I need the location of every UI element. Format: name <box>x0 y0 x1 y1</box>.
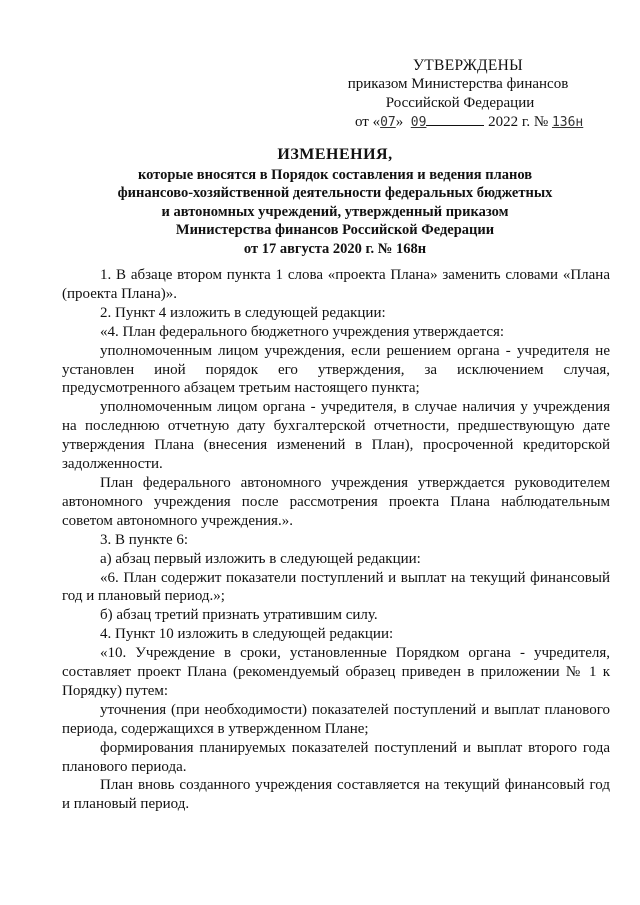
title-line: финансово-хозяйственной деятельности федеральных бюджетных <box>117 185 553 202</box>
paragraph: План федерального автономного учреждения утверждается руководителем автономного учреждения после рассмотрения проекта Плана наблюдательным советом автономного учреждения.». <box>62 474 610 529</box>
date-prefix: от « <box>355 114 381 130</box>
year-text: 2022 г. № <box>488 114 549 130</box>
date-mid: » <box>395 114 404 130</box>
approval-heading: УТВЕРЖДЕНЫ <box>413 57 523 74</box>
paragraph: 3. В пункте 6: <box>100 531 189 548</box>
handwritten-day: 07 <box>380 115 396 130</box>
paragraph: б) абзац третий признать утратившим силу. <box>100 607 378 624</box>
document-title <box>60 146 610 259</box>
paragraph: а) абзац первый изложить в следующей редакции: <box>100 550 421 567</box>
title-line: и автономных учреждений, утвержденный приказом <box>161 203 509 220</box>
paragraph: уточнения (при необходимости) показателей поступлений и выплат планового периода, содержащихся в утвержденном Плане; <box>62 701 610 737</box>
approval-line-1: приказом Министерства финансов <box>347 76 569 92</box>
approval-date-line <box>300 113 600 132</box>
paragraph: «6. План содержит показатели поступлений и выплат на текущий финансовый год и плановый период.»; <box>62 569 610 605</box>
paragraph: «4. План федерального бюджетного учреждения утверждается: <box>100 323 505 340</box>
paragraph: План вновь созданного учреждения составляется на текущий финансовый год и плановый период. <box>62 777 610 813</box>
title-line: от 17 августа 2020 г. № 168н <box>243 240 427 257</box>
approval-line-2: Российской Федерации <box>385 95 535 111</box>
title-heading: ИЗМЕНЕНИЯ, <box>277 146 393 163</box>
handwritten-order-number: 136н <box>551 115 584 130</box>
title-line: которые вносятся в Порядок составления и ведения планов <box>137 166 533 183</box>
handwritten-month: 09 <box>410 115 427 130</box>
paragraph: 1. В абзаце втором пункта 1 слова «проекта Плана» заменить словами «Плана (проекта Плана)». <box>62 267 610 302</box>
paragraph: уполномоченным лицом органа - учредителя, в случае наличия у учреждения на последнюю отчетную дату бухгалтерской отчетности, предшествующую дате утверждения Плана (внесения изменений в План), просроченной кредиторской задолженности. <box>62 399 610 473</box>
paragraph: формирования планируемых показателей поступлений и выплат второго года планового периода. <box>62 739 610 775</box>
paragraph: уполномоченным лицом учреждения, если решением органа - учредителя не установлен иной порядок его утверждения, за исключением случая, предусмотренного абзацем третьим настоящего пункта; <box>62 342 610 397</box>
title-line: Министерства финансов Российской Федерации <box>175 222 495 239</box>
date-underline <box>426 113 484 126</box>
approval-stamp <box>300 56 600 132</box>
document-body <box>62 266 610 814</box>
paragraph: 2. Пункт 4 изложить в следующей редакции: <box>100 304 386 321</box>
paragraph: «10. Учреждение в сроки, установленные Порядком органа - учредителя, составляет проект Плана (рекомендуемый образец приведен в приложении № 1 к Порядку) путем: <box>62 645 610 699</box>
paragraph: 4. Пункт 10 изложить в следующей редакции: <box>100 626 394 643</box>
